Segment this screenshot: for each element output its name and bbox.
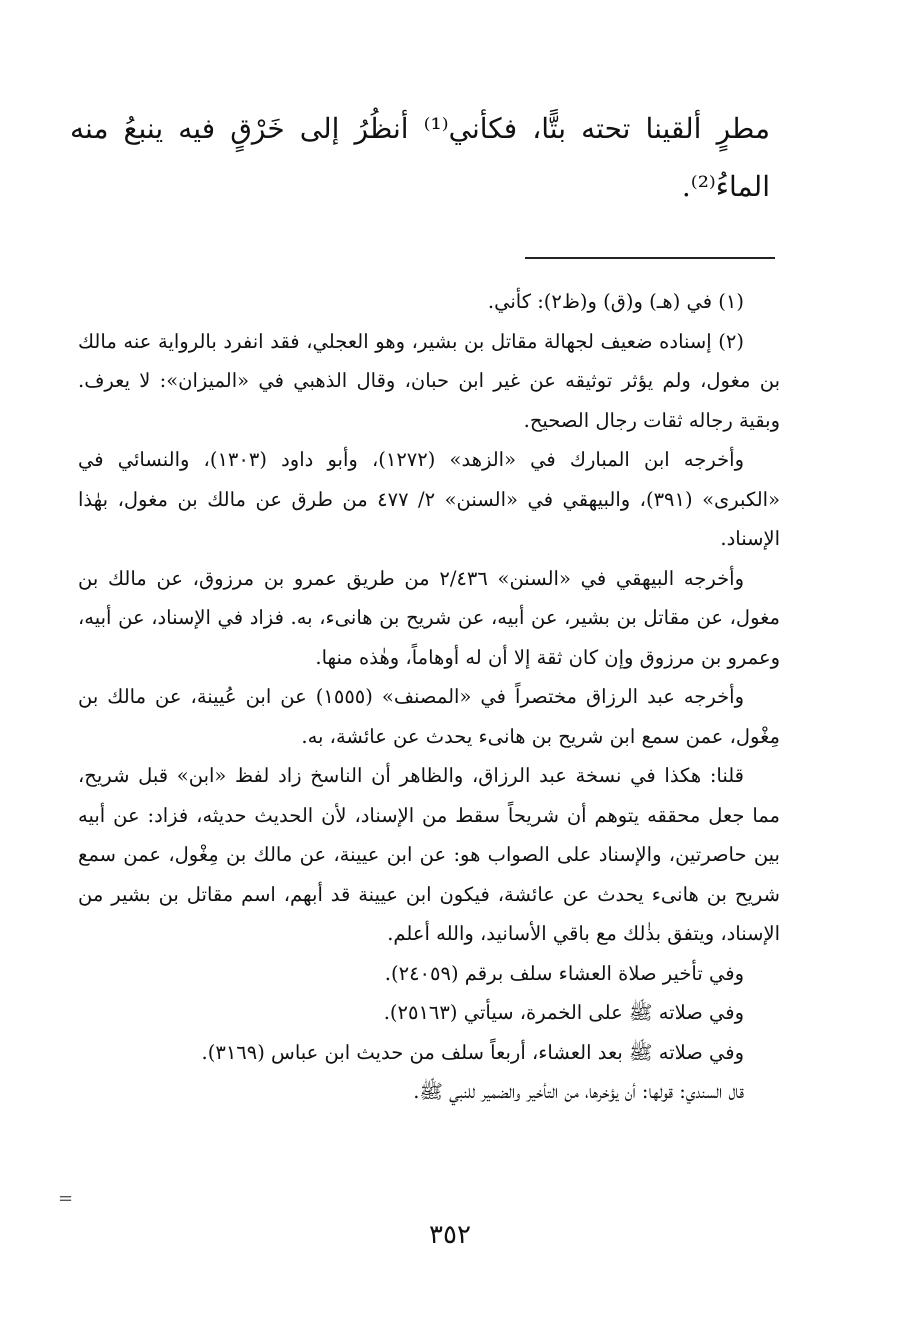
page-number: ٣٥٢ — [429, 1220, 471, 1250]
footnote-paragraph: وأخرجه عبد الرزاق مختصراً في «المصنف» (١٥٥٥) عن ابن عُيينة، عن مالك بن مِغْول، عمن سمع ابن شريح بن هانىء يحدث عن عائشة، به. — [78, 685, 780, 748]
footnote-paragraph: وفي تأخير صلاة العشاء سلف برقم (٢٤٠٥٩). — [384, 961, 744, 985]
footnote-2: (٢) إسناده ضعيف لجهالة مقاتل بن بشير، وهو العجلي، فقد انفرد بالرواية عنه مالك بن مغول، ولم يؤثر توثيقه عن غير ابن حبان، وقال الذهبي في «الميزان»: لا يعرف. وبقية رجاله ثقات رجال الصحيح. — [78, 329, 780, 432]
footnote-paragraph: قال السندي: قولها: أن يؤخرها، من التأخير والضمير للنبي ﷺ. — [413, 1080, 744, 1103]
continuation-mark: = — [58, 1188, 74, 1209]
footnote-paragraph: وأخرجه البيهقي في «السنن» ٢/٤٣٦ من طريق عمرو بن مرزوق، عن مالك بن مغول، عن مقاتل بن بشير، عن أبيه، عن شريح بن هانىء، به. فزاد في الإسناد، عن أبيه، وعمرو بن مرزوق وإن كان ثقة إلا أن له أوهاماً، وهٰذه منها. — [78, 566, 780, 669]
main-text: مطرٍ ألقينا تحته بتًّا، فكأني⁽¹⁾ أنظُرُ إلى خَرْقٍ فيه ينبعُ منه الماءُ⁽²⁾. — [70, 112, 770, 203]
footnote-separator — [525, 257, 775, 259]
footnote-paragraph: وفي صلاته ﷺ بعد العشاء، أربعاً سلف من حديث ابن عباس (٣١٦٩). — [201, 1040, 744, 1064]
footnote-paragraph: وأخرجه ابن المبارك في «الزهد» (١٢٧٢)، وأبو داود (١٣٠٣)، والنسائي في «الكبرى» (٣٩١)، والبيهقي في «السنن» ٢/ ٤٧٧ من طرق عن مالك بن مغول، بهٰذا الإسناد. — [78, 448, 780, 550]
footnote-1: (١) في (هـ) و(ق) و(ظ٢): كأني. — [487, 290, 744, 313]
main-body — [70, 100, 780, 216]
footnote-paragraph: قلنا: هكذا في نسخة عبد الرزاق، والظاهر أن الناسخ زاد لفظ «ابن» قبل شريح، مما جعل محققه يتوهم أن شريحاً سقط من الإسناد، لأن الحديث حديثه، فزاد: عن أبيه بين حاصرتين، والإسناد على الصواب هو: عن ابن عيينة، عن مالك بن مِغْول، عمن سمع شريح بن هانىء يحدث عن عائشة، فيكون ابن عيينة قد أبهم، اسم مقاتل بن بشير من الإسناد، ويتفق بذٰلك مع باقي الأسانيد، والله أعلم. — [78, 764, 780, 945]
footnotes — [78, 282, 780, 1112]
footnote-paragraph: وفي صلاته ﷺ على الخمرة، سيأتي (٢٥١٦٣). — [383, 1001, 744, 1024]
